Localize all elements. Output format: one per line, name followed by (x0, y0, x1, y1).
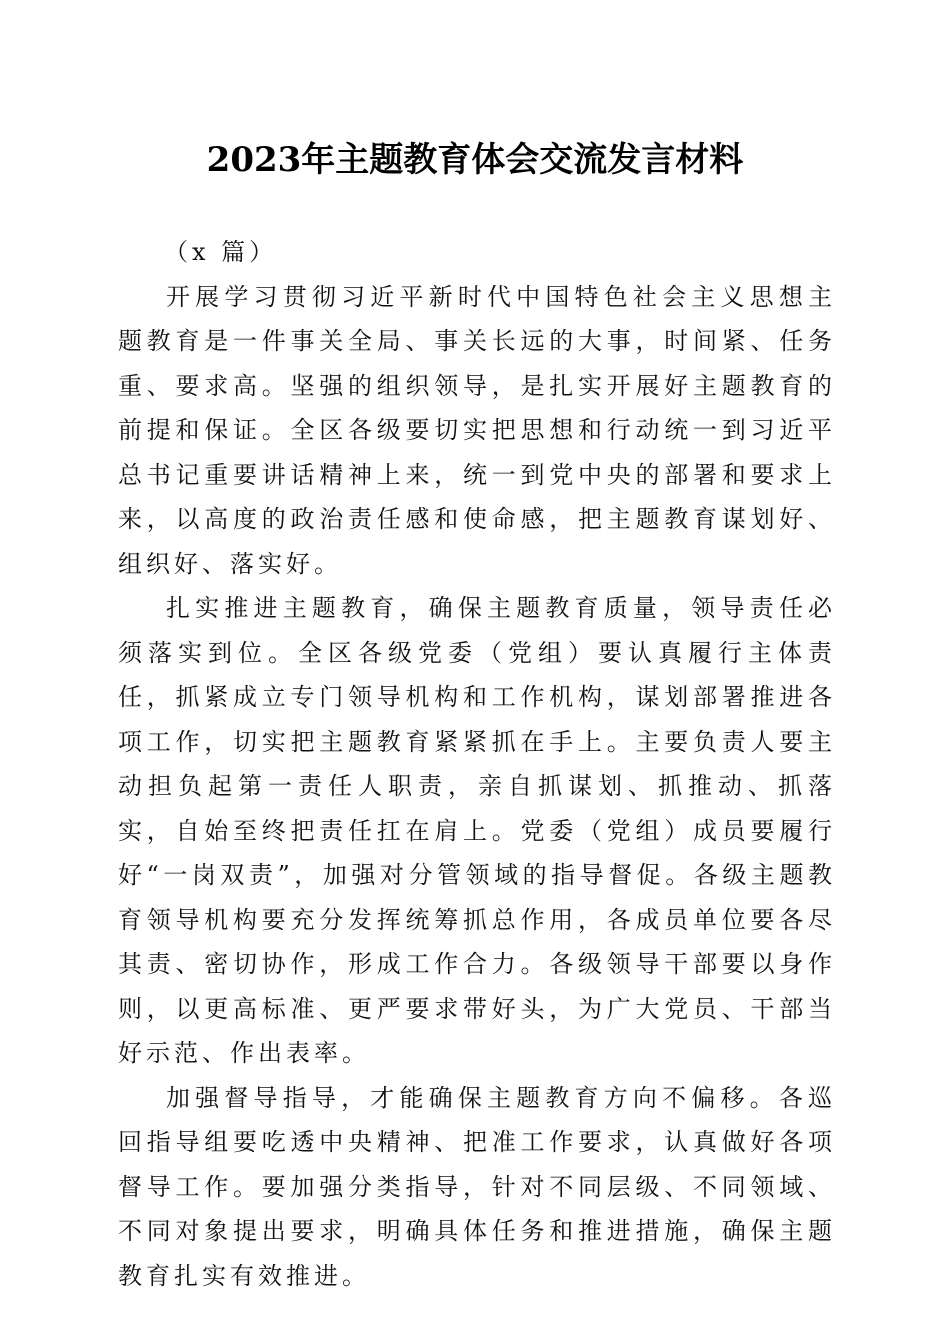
paragraph-2: 扎实推进主题教育，确保主题教育质量，领导责任必须落实到位。全区各级党委（党组）要认真履行主体责任，抓紧成立专门领导机构和工作机构，谋划部署推进各项工作，切实把主题教育紧紧抓在手上。主要负责人要主动担负起第一责任人职责，亲自抓谋划、抓推动、抓落实，自始至终把责任扛在肩上。党委（党组）成员要履行好“一岗双责”，加强对分管领域的指导督促。各级主题教育领导机构要充分发挥统筹抓总作用，各成员单位要各尽其责、密切协作，形成工作合力。各级领导干部要以身作则，以更高标准、更严要求带好头，为广大党员、干部当好示范、作出表率。 (118, 594, 836, 1067)
paragraph-3: 加强督导指导，才能确保主题教育方向不偏移。各巡回指导组要吃透中央精神、把准工作要求，认真做好各项督导工作。要加强分类指导，针对不同层级、不同领域、不同对象提出要求，明确具体任务和推进措施，确保主题教育扎实有效推进。 (118, 1083, 836, 1290)
document-title: 2023年主题教育体会交流发言材料 (206, 140, 744, 180)
document-subtitle: （x 篇） (164, 238, 278, 266)
document-body (118, 230, 836, 1298)
paragraph-1: 开展学习贯彻习近平新时代中国特色社会主义思想主题教育是一件事关全局、事关长远的大事，时间紧、任务重、要求高。坚强的组织领导，是扎实开展好主题教育的前提和保证。全区各级要切实把思想和行动统一到习近平总书记重要讲话精神上来，统一到党中央的部署和要求上来，以高度的政治责任感和使命感，把主题教育谋划好、组织好、落实好。 (118, 282, 836, 578)
